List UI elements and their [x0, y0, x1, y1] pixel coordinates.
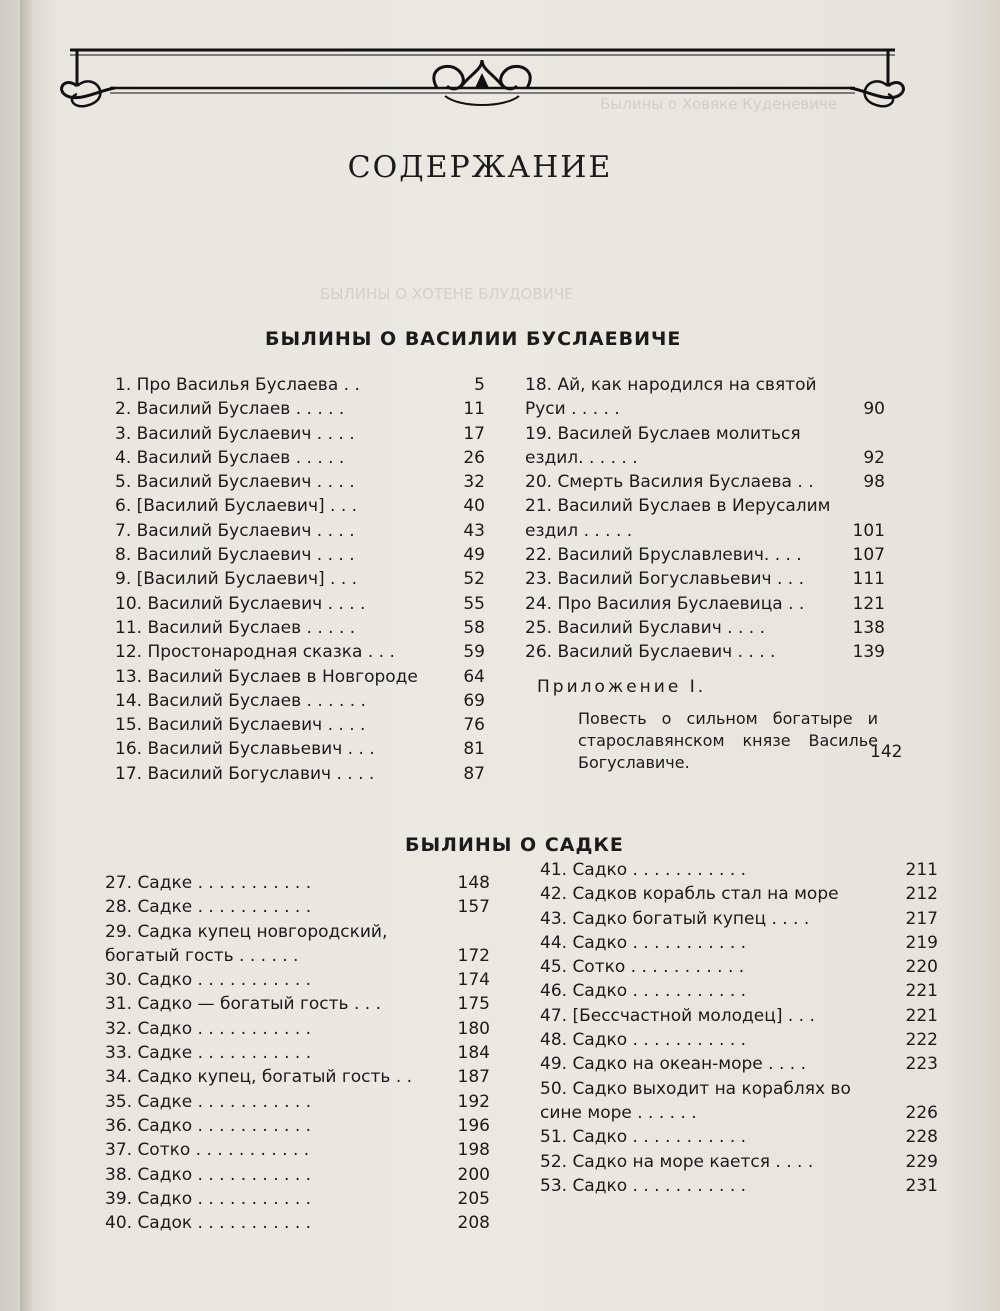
toc-entry-title: 45. Сотко . . . . . . . . . . .	[540, 957, 745, 978]
toc-entry-title: 30. Садко . . . . . . . . . . .	[105, 970, 312, 991]
toc-entry-title: 38. Садко . . . . . . . . . . .	[105, 1164, 312, 1185]
toc-entry	[115, 446, 485, 470]
toc-entry	[115, 640, 485, 664]
toc-entry-title: 26. Василий Буслаевич . . . .	[525, 642, 776, 663]
toc-entry-title: 37. Сотко . . . . . . . . . . .	[105, 1140, 310, 1161]
toc-entry	[105, 1163, 490, 1187]
section-heading-vasily: БЫЛИНЫ О ВАСИЛИИ БУСЛАЕВИЧЕ	[265, 328, 682, 350]
toc-entry-title: 29. Садка купец новгородский, богатый гость . . . . . .	[105, 921, 388, 966]
toc-entry-page: 198	[457, 1140, 490, 1161]
toc-entry	[115, 665, 485, 689]
toc-entry-title: 15. Василий Буслаевич . . . .	[115, 715, 366, 736]
toc-entry-page: 217	[905, 908, 938, 929]
toc-entry-title: 16. Василий Буславьевич . . .	[115, 739, 375, 760]
toc-entry-title: 33. Садке . . . . . . . . . . .	[105, 1043, 312, 1064]
toc-entry-title: 5. Василий Буслаевич . . . .	[115, 472, 355, 493]
toc-entry-page: 81	[463, 739, 485, 760]
toc-entry-page: 87	[463, 763, 485, 784]
toc-entry-title: 48. Садко . . . . . . . . . . .	[540, 1030, 747, 1051]
section-heading-sadko: БЫЛИНЫ О САДКЕ	[405, 834, 624, 856]
toc-entry-page: 55	[463, 593, 485, 614]
toc-entry-page: 107	[852, 545, 885, 566]
toc-entry-page: 138	[852, 617, 885, 638]
toc-entry	[115, 543, 485, 567]
toc-entry-page: 211	[905, 860, 938, 880]
toc-entry-page: 43	[463, 520, 485, 541]
toc-entry	[540, 1004, 938, 1028]
toc-entry-title: 2. Василий Буслаев . . . . .	[115, 399, 345, 420]
toc-entry-title: 41. Садко . . . . . . . . . . .	[540, 860, 747, 880]
toc-entry-title: 14. Василий Буслаев . . . . . .	[115, 690, 366, 711]
toc-entry-page: 200	[457, 1164, 490, 1185]
toc-entry	[115, 689, 485, 713]
toc-entry-title: 47. [Бессчастной молодец] . . .	[540, 1005, 815, 1026]
toc-entry	[115, 494, 485, 518]
toc-entry	[105, 1041, 490, 1065]
toc-entry-page: 208	[457, 1213, 490, 1234]
toc-entry-title: 42. Садков корабль стал на море	[540, 884, 839, 905]
toc-entry-page: 64	[463, 666, 485, 687]
toc-entry	[115, 592, 485, 616]
toc-entry-page: 226	[905, 1102, 938, 1123]
appendix-heading: Приложение I.	[537, 677, 707, 697]
toc-entry-page: 231	[905, 1175, 938, 1196]
toc-entry-title: 36. Садко . . . . . . . . . . .	[105, 1115, 312, 1136]
sadko-left-column	[105, 871, 490, 1235]
toc-entry	[105, 1187, 490, 1211]
toc-entry	[105, 1211, 490, 1235]
toc-entry-title: 34. Садко купец, богатый гость . .	[105, 1067, 413, 1088]
sadko-right-column	[540, 858, 938, 1198]
page-title: СОДЕРЖАНИЕ	[347, 150, 613, 185]
toc-entry-title: 53. Садко . . . . . . . . . . .	[540, 1175, 747, 1196]
toc-entry-title: 23. Василий Богуславьевич . . .	[525, 569, 804, 590]
toc-entry	[115, 762, 485, 786]
toc-entry-title: 17. Василий Богуславич . . . .	[115, 763, 375, 784]
toc-entry	[115, 470, 485, 494]
toc-entry	[525, 616, 885, 640]
toc-entry	[105, 1065, 490, 1089]
appendix-text: Повесть о сильном богатыре и старославянском князе Василье Богуславиче.	[578, 709, 878, 772]
toc-entry-title: 31. Садко — богатый гость . . .	[105, 994, 381, 1015]
toc-entry-page: 121	[852, 593, 885, 614]
book-gutter	[20, 0, 32, 1311]
toc-entry	[540, 907, 938, 931]
toc-entry	[540, 1052, 938, 1076]
toc-entry-title: 28. Садке . . . . . . . . . . .	[105, 897, 312, 918]
toc-entry-page: 222	[905, 1030, 938, 1051]
toc-entry-page: 175	[457, 994, 490, 1015]
toc-entry-page: 69	[463, 690, 485, 711]
toc-entry-page: 76	[463, 715, 485, 736]
toc-entry	[540, 979, 938, 1003]
toc-entry-title: 25. Василий Буславич . . . .	[525, 617, 765, 638]
toc-entry-page: 221	[905, 1005, 938, 1026]
toc-entry-title: 3. Василий Буслаевич . . . .	[115, 423, 355, 444]
toc-entry	[115, 737, 485, 761]
toc-entry-title: 13. Василий Буслаев в Новгороде	[115, 666, 418, 687]
toc-entry-page: 221	[905, 981, 938, 1002]
toc-entry	[540, 1077, 938, 1126]
toc-entry-title: 1. Про Василья Буслаева . .	[115, 375, 360, 395]
vasily-right-column	[525, 373, 885, 665]
bleed-through-text: Былины о Ховяке Куденевиче	[600, 95, 838, 113]
toc-entry-page: 219	[905, 932, 938, 953]
toc-entry	[525, 470, 885, 494]
toc-entry	[525, 640, 885, 664]
toc-entry-title: 49. Садко на океан-море . . . .	[540, 1054, 806, 1075]
toc-entry-title: 11. Василий Буслаев . . . . .	[115, 617, 356, 638]
toc-entry	[525, 373, 885, 422]
toc-entry-page: 58	[463, 617, 485, 638]
toc-entry-page: 139	[852, 642, 885, 663]
toc-entry-page: 187	[457, 1067, 490, 1088]
toc-entry	[540, 858, 938, 882]
toc-entry	[525, 494, 885, 543]
toc-entry	[115, 567, 485, 591]
toc-entry	[105, 1138, 490, 1162]
toc-entry-page: 92	[863, 447, 885, 468]
toc-entry-title: 6. [Василий Буслаевич] . . .	[115, 496, 358, 517]
toc-entry	[115, 373, 485, 397]
toc-entry	[540, 882, 938, 906]
toc-entry-page: 174	[457, 970, 490, 991]
toc-entry-title: 10. Василий Буслаевич . . . .	[115, 593, 366, 614]
toc-entry-page: 148	[457, 873, 490, 893]
toc-entry	[540, 1150, 938, 1174]
toc-entry-title: 32. Садко . . . . . . . . . . .	[105, 1018, 312, 1039]
toc-entry	[115, 713, 485, 737]
toc-entry-title: 27. Садке . . . . . . . . . . .	[105, 873, 312, 893]
toc-entry-page: 17	[463, 423, 485, 444]
toc-entry-page: 212	[905, 884, 938, 905]
toc-entry-page: 90	[863, 399, 885, 420]
toc-entry-title: 46. Садко . . . . . . . . . . .	[540, 981, 747, 1002]
toc-entry-title: 8. Василий Буслаевич . . . .	[115, 545, 355, 566]
toc-entry-title: 7. Василий Буслаевич . . . .	[115, 520, 355, 541]
toc-entry-title: 18. Ай, как народился на святой Руси . . . . .	[525, 375, 817, 420]
toc-entry-title: 43. Садко богатый купец . . . .	[540, 908, 810, 929]
toc-entry-page: 172	[457, 945, 490, 966]
toc-entry-page: 52	[463, 569, 485, 590]
toc-entry-title: 35. Садке . . . . . . . . . . .	[105, 1091, 312, 1112]
toc-entry	[105, 920, 490, 969]
toc-entry	[525, 592, 885, 616]
toc-entry-page: 223	[905, 1054, 938, 1075]
toc-entry	[105, 992, 490, 1016]
toc-entry-title: 22. Василий Бруславлевич. . . .	[525, 545, 802, 566]
toc-entry-title: 12. Простонародная сказка . . .	[115, 642, 395, 663]
bleed-through-text-2: БЫЛИНЫ О ХОТЕНЕ БЛУДОВИЧЕ	[320, 285, 574, 303]
toc-entry-title: 21. Василий Буслаев в Иерусалим ездил . . . . .	[525, 496, 831, 541]
toc-entry-page: 205	[457, 1188, 490, 1209]
toc-entry-title: 19. Василей Буслаев молиться ездил. . . . . .	[525, 423, 801, 468]
toc-entry-page: 229	[905, 1151, 938, 1172]
toc-entry	[540, 955, 938, 979]
toc-entry-page: 111	[852, 569, 885, 590]
toc-entry	[525, 422, 885, 471]
toc-entry	[115, 422, 485, 446]
appendix-page: 142	[870, 742, 903, 762]
toc-entry-title: 52. Садко на море кается . . . .	[540, 1151, 814, 1172]
toc-entry	[105, 1114, 490, 1138]
vasily-left-column	[115, 373, 485, 786]
toc-entry	[540, 1125, 938, 1149]
toc-entry-page: 101	[852, 520, 885, 541]
toc-entry	[525, 567, 885, 591]
toc-entry-page: 157	[457, 897, 490, 918]
toc-entry-title: 20. Смерть Василия Буслаева . .	[525, 472, 814, 493]
toc-entry-page: 180	[457, 1018, 490, 1039]
toc-entry-page: 228	[905, 1127, 938, 1148]
toc-entry-title: 51. Садко . . . . . . . . . . .	[540, 1127, 747, 1148]
toc-entry-title: 24. Про Василия Буслаевица . .	[525, 593, 805, 614]
toc-entry-page: 98	[863, 472, 885, 493]
toc-entry	[525, 543, 885, 567]
toc-entry-page: 59	[463, 642, 485, 663]
header-ornament	[55, 28, 910, 128]
toc-entry-page: 49	[463, 545, 485, 566]
toc-entry-page: 196	[457, 1115, 490, 1136]
toc-entry-title: 44. Садко . . . . . . . . . . .	[540, 932, 747, 953]
toc-entry	[105, 968, 490, 992]
toc-entry	[540, 1174, 938, 1198]
toc-entry	[115, 616, 485, 640]
toc-entry-title: 50. Садко выходит на кораблях во сине море . . . . . .	[540, 1078, 851, 1123]
toc-entry-page: 32	[463, 472, 485, 493]
toc-entry-page: 5	[474, 375, 485, 395]
toc-entry	[115, 519, 485, 543]
toc-entry	[105, 1017, 490, 1041]
toc-entry	[105, 895, 490, 919]
toc-entry-page: 11	[463, 399, 485, 420]
toc-entry	[105, 1090, 490, 1114]
toc-entry-page: 192	[457, 1091, 490, 1112]
toc-entry	[105, 871, 490, 895]
toc-entry	[115, 397, 485, 421]
toc-entry-title: 40. Садок . . . . . . . . . . .	[105, 1213, 312, 1234]
toc-entry	[540, 1028, 938, 1052]
toc-entry-page: 40	[463, 496, 485, 517]
toc-entry-page: 220	[905, 957, 938, 978]
toc-entry-title: 9. [Василий Буслаевич] . . .	[115, 569, 358, 590]
toc-entry-title: 4. Василий Буслаев . . . . .	[115, 447, 345, 468]
toc-entry-page: 184	[457, 1043, 490, 1064]
toc-entry	[540, 931, 938, 955]
toc-entry-page: 26	[463, 447, 485, 468]
toc-entry-title: 39. Садко . . . . . . . . . . .	[105, 1188, 312, 1209]
